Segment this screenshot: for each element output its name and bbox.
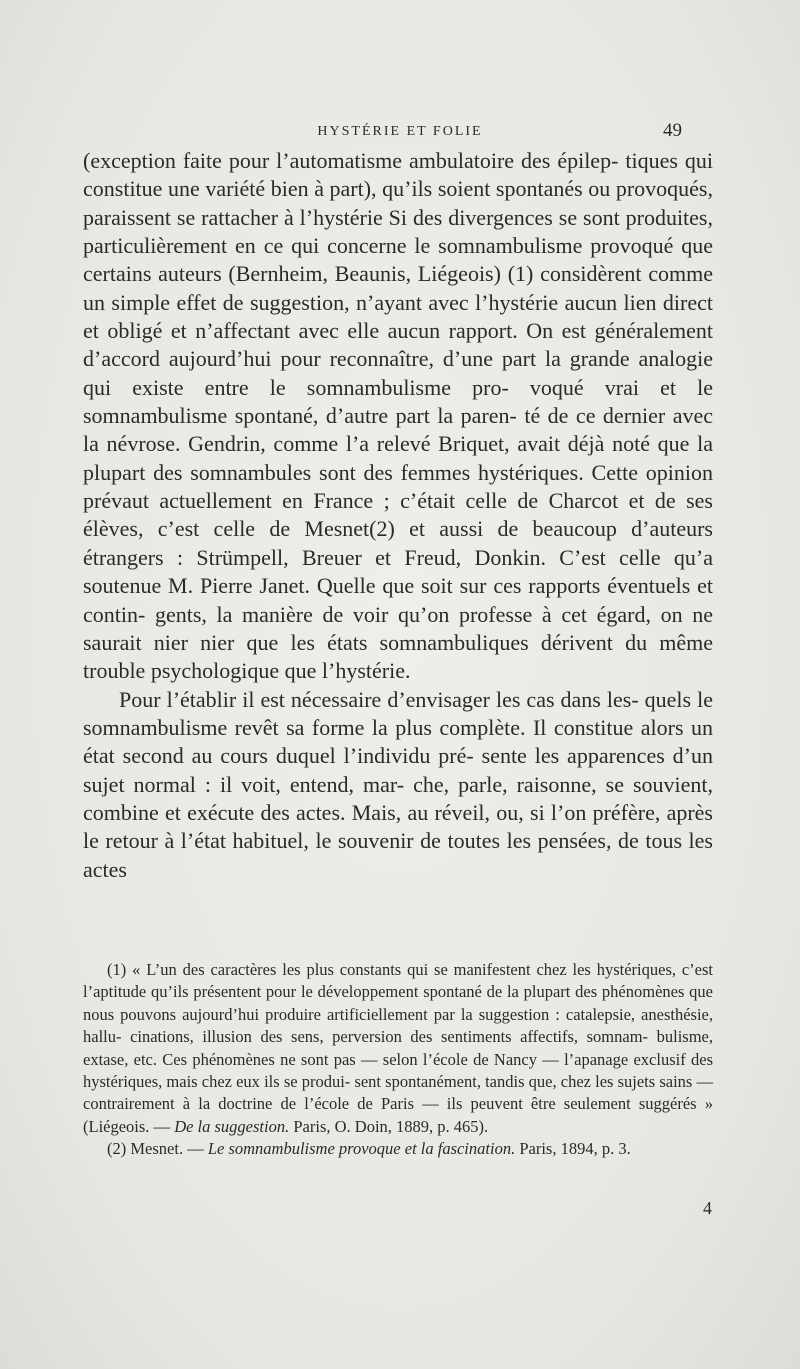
running-head: HYSTÉRIE ET FOLIE — [317, 124, 483, 139]
paragraph-2: Pour l’établir il est nécessaire d’envisager les cas dans les- quels le somnambulisme revêt sa forme la plus complète. Il constitue alors un état second au cours duquel l’individu pré- sente les apparences d’un sujet normal : il voit, entend, mar- che, parle, raisonne, se souvient, combine et exécute des actes. Mais, au réveil, ou, si l’on préfère, après le retour à l’état habituel, le souvenir de toutes les pensées, de tous les actes — [83, 686, 713, 882]
main-text — [83, 147, 713, 884]
footnote-2-tail: Paris, 1894, p. 3. — [519, 1139, 631, 1159]
footnote-1-tail: Paris, O. Doin, 1889, p. 465). — [293, 1116, 489, 1136]
footnote-1 — [83, 959, 713, 1138]
footnote-2-title: Le somnambulisme provoque et la fascination. — [207, 1139, 516, 1159]
footnote-1-title: De la suggestion. — [174, 1116, 290, 1136]
footnote-2-head: (2) Mesnet. — — [107, 1139, 204, 1159]
footnotes — [83, 959, 713, 1161]
page-number: 49 — [663, 120, 682, 141]
footnote-2 — [83, 1138, 713, 1160]
paragraph-1: (exception faite pour l’automatisme ambulatoire des épilep- tiques qui constitue une variété bien à part), qu’ils soient spontanés ou provoqués, paraissent se rattacher à l’hystérie Si des divergences se sont produites, particulièrement en ce qui concerne le somnambulisme provoqué que certains auteurs (Bernheim, Beaunis, Liégeois) (1) considèrent comme un simple effet de suggestion, n’ayant avec l’hystérie aucun lien direct et obligé et n’affectant avec elle aucun rapport. On est généralement d’accord aujourd’hui pour reconnaître, d’une part la grande analogie qui existe entre le somnambulisme pro- voqué vrai et le somnambulisme spontané, d’autre part la paren- té de ce dernier avec la névrose. Gendrin, comme l’a relevé Briquet, avait déjà noté que la plupart des somnambules sont des femmes hystériques. Cette opinion prévaut actuellement en France ; c’était celle de Charcot et de ses élèves, c’est celle de Mesnet(2) et aussi de beaucoup d’auteurs étrangers : Strümpell, Breuer et Freud, Donkin. C’est celle qu’a soutenue M. Pierre Janet. Quelle que soit sur ces rapports éventuels et contin- gents, la manière de voir qu’on professe à cet égard, on ne saurait nier nier que les états somnambuliques dérivent du même trouble psychologique que l’hystérie. — [83, 148, 713, 684]
footnote-1-text: (1) « L’un des caractères les plus constants qui se manifestent chez les hystériques, c’est l’aptitude qu’ils présentent pour le développement spontané de la plupart des phénomènes que nous pouvons aujourd’hui produire artificiellement par la suggestion : catalepsie, anesthésie, hallu- cinations, illusion des sens, perversion des sentiments affectifs, somnam- bulisme, extase, etc. Ces phénomènes ne sont pas — selon l’école de Nancy — l’apanage exclusif des hystériques, mais chez eux ils se produi- sent spontanément, tandis que, chez les sujets sains — contrairement à la doctrine de l’école de Paris — ils peuvent être seulement suggérés » (Liégeois. — — [83, 960, 713, 1136]
signature-mark: 4 — [703, 1198, 712, 1218]
page-header — [0, 120, 800, 144]
